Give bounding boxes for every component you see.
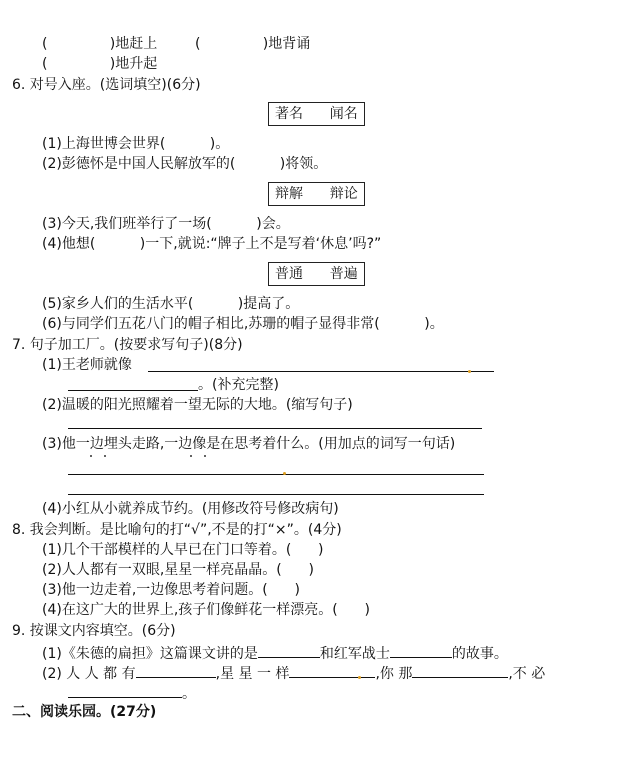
answer-blank <box>258 641 320 658</box>
q9-item-1-part-a: (1)《朱德的扁担》这篇课文讲的是 <box>42 646 258 662</box>
q5-line-2: ( )地升起 <box>42 56 158 72</box>
marker-dot <box>468 370 471 373</box>
q8-item-3: (3)他一边走着,一边像思考着问题。( ) <box>42 582 300 598</box>
q7-sentence-1-tail: 。(补充完整) <box>198 377 279 393</box>
marker-dot <box>358 676 361 679</box>
emphasis-dot <box>204 455 206 457</box>
answer-blank <box>289 661 375 678</box>
q6-sentence-4: (4)他想( )一下,就说:“牌子上不是写着‘休息’吗?” <box>42 236 382 252</box>
q6-sentence-3: (3)今天,我们班举行了一场( )会。 <box>42 216 290 232</box>
answer-blank <box>136 661 216 678</box>
q9-heading: 9. 按课文内容填空。(6分) <box>12 623 176 639</box>
q8-item-4: (4)在这广大的世界上,孩子们像鲜花一样漂亮。( ) <box>42 602 370 618</box>
q6-word-box-1: 著名 闻名 <box>268 102 365 126</box>
answer-line <box>68 390 198 391</box>
q9-item-2-part-e: 。 <box>182 686 196 702</box>
q9-item-1-part-b: 和红军战士 <box>319 646 390 662</box>
q9-item-2-part-b: ,星 星 一 样 <box>215 666 290 682</box>
q6-sentence-6: (6)与同学们五花八门的帽子相比,苏珊的帽子显得非常( )。 <box>42 316 444 332</box>
q7-sentence-2: (2)温暖的阳光照耀着一望无际的大地。(缩写句子) <box>42 397 353 413</box>
answer-blank <box>68 681 182 698</box>
answer-line <box>68 428 482 429</box>
q6-sentence-2: (2)彭德怀是中国人民解放军的( )将领。 <box>42 156 328 172</box>
q8-heading: 8. 我会判断。是比喻句的打“√”,不是的打“×”。(4分) <box>12 522 342 538</box>
q9-item-1-part-c: 的故事。 <box>451 646 508 662</box>
q9-item-2-part-a: (2) 人 人 都 有 <box>42 666 136 682</box>
emphasis-dot <box>104 455 106 457</box>
q9-item-2-part-c: ,你 那 <box>375 666 413 682</box>
q6-word-box-3: 普通 普遍 <box>268 262 365 286</box>
q6-heading: 6. 对号入座。(选词填空)(6分) <box>12 77 201 93</box>
answer-blank <box>412 661 508 678</box>
q6-sentence-1: (1)上海世博会世界( )。 <box>42 136 230 152</box>
q6-sentence-5: (5)家乡人们的生活水平( )提高了。 <box>42 296 300 312</box>
q5-line-1b: ( )地背诵 <box>195 36 311 52</box>
section-two-heading: 二、阅读乐园。(27分) <box>12 704 157 720</box>
q7-sentence-1: (1)王老师就像 <box>42 357 132 373</box>
q5-line-1a: ( )地赶上 <box>42 36 158 52</box>
q7-sentence-3: (3)他一边埋头走路,一边像是在思考着什么。(用加点的词写一句话) <box>42 436 456 452</box>
q7-sentence-4: (4)小红从小就养成节约。(用修改符号修改病句) <box>42 501 339 517</box>
emphasis-dot <box>190 455 192 457</box>
answer-blank <box>390 641 452 658</box>
answer-line <box>68 474 484 475</box>
q8-item-1: (1)几个干部模样的人早已在门口等着。( ) <box>42 542 324 558</box>
q9-item-2-continued <box>68 681 196 704</box>
q8-item-2: (2)人人都有一双眼,星星一样亮晶晶。( ) <box>42 562 314 578</box>
q6-word-box-2: 辩解 辩论 <box>268 182 365 206</box>
answer-line <box>68 494 484 495</box>
answer-line <box>148 371 494 372</box>
marker-dot <box>283 472 286 475</box>
q7-heading: 7. 句子加工厂。(按要求写句子)(8分) <box>12 337 243 353</box>
emphasis-dot <box>90 455 92 457</box>
q9-item-2-part-d: ,不 必 <box>508 666 546 682</box>
